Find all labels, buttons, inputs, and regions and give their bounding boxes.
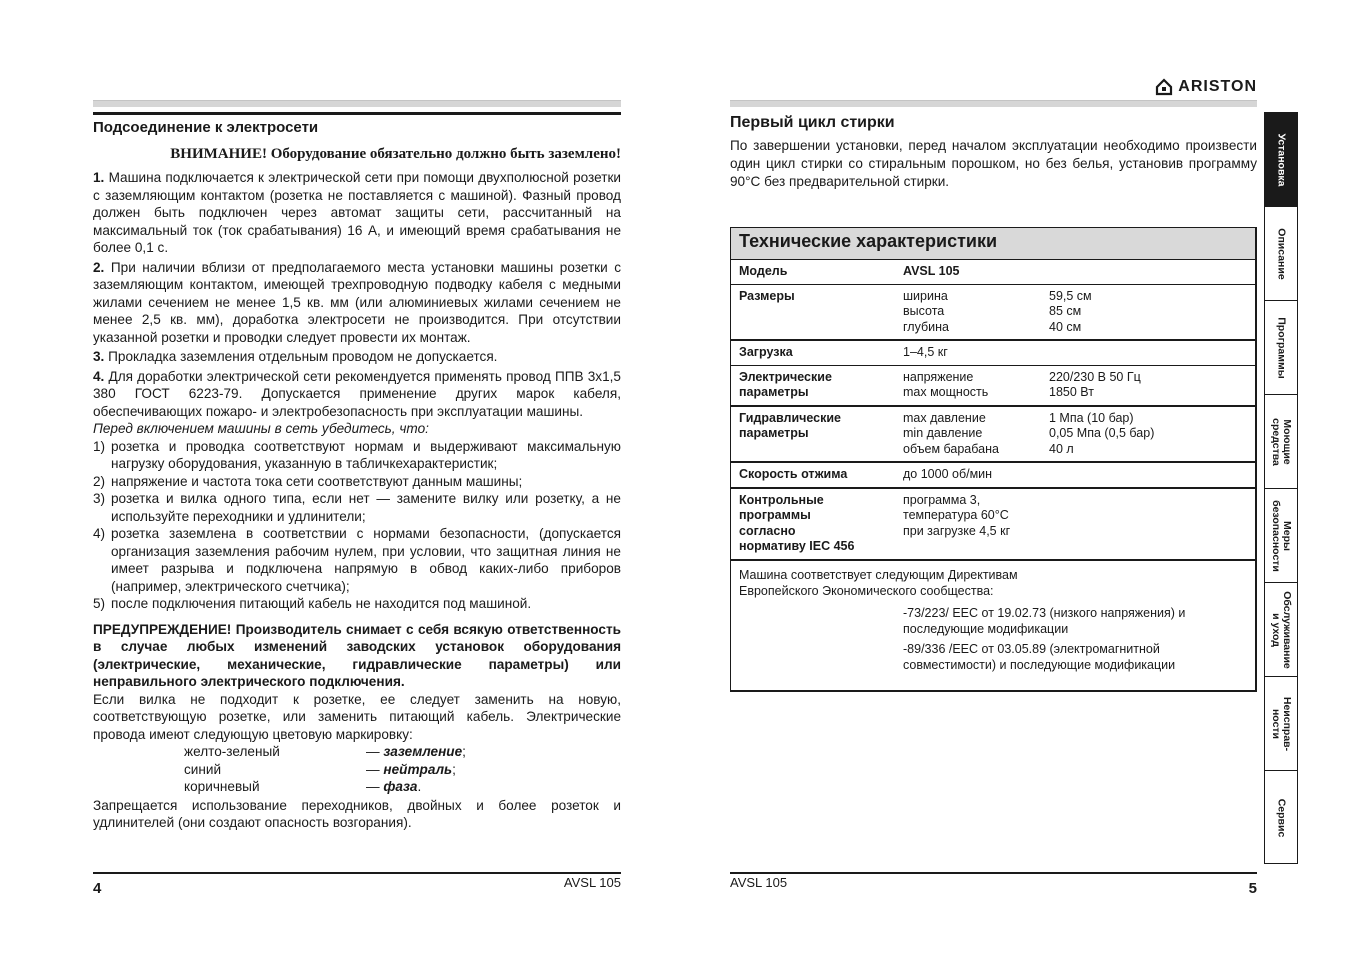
- left-page: [93, 0, 621, 954]
- spec-value: AVSL 105: [903, 264, 960, 278]
- check-number: 1): [93, 438, 106, 454]
- wire-color: коричневый: [184, 779, 260, 794]
- side-tab[interactable]: [1265, 301, 1297, 395]
- side-tab-label: Программы: [1275, 316, 1288, 379]
- spec-row: [731, 407, 1255, 464]
- spec-value-2: [1049, 345, 1247, 361]
- check-item: [93, 525, 621, 595]
- spec-key: Скорость отжима: [739, 467, 848, 481]
- wire-role: — нейтраль;: [366, 761, 456, 777]
- header-gray-bar: [93, 100, 621, 107]
- section-title: Подсоединение к электросети: [93, 119, 319, 136]
- spec-row: [731, 260, 1255, 285]
- side-tab-label: Сервис: [1275, 798, 1288, 838]
- wire-row: [93, 761, 621, 779]
- spec-value: 1–4,5 кг: [903, 345, 948, 359]
- right-page: [730, 0, 1257, 954]
- spec-value: до 1000 об/мин: [903, 467, 993, 481]
- check-text: напряжение и частота тока сети соответствуют данным машины;: [111, 473, 523, 489]
- spec-row: [731, 366, 1255, 407]
- side-tab-label: Установка: [1275, 133, 1288, 186]
- directive-item: -73/223/ EEC от 19.02.73 (низкого напряжения) и последующие модификации: [903, 605, 1186, 636]
- intro-text: По завершении установки, перед началом эксплуатации необходимо произвести один цикл стирки со стиральным порошком, но без белья, установив программу 90°С без предварительной стирки.: [730, 138, 1257, 189]
- house-icon: [1155, 78, 1173, 96]
- plug-text: Если вилка не подходит к розетке, ее следует заменить на новую, соответствующую розетке, или заменить питающий кабель. Электрические провода имеют следующую цветовую маркировку:: [93, 691, 621, 742]
- paragraph-2: 2. При наличии вблизи от предполагаемого места установки машины розетки с заземляющим контактом, имеющей трехпроводную подводку кабеля с медными жилами сечением не менее 1,5 кв. мм (или алюминиевых жилами сечением не менее 2,5 кв. мм), доработка электросети не производится. При отсутствии указанной розетки и проводки следует провести их монтаж.: [93, 259, 622, 345]
- page-number: 4: [93, 880, 102, 897]
- brand-logo: [1155, 78, 1257, 96]
- page-number: 5: [1248, 880, 1257, 897]
- check-intro: Перед включением машины в сеть убедитесь, что:: [93, 421, 429, 436]
- spec-value-2: 1 Мпа (10 бар) 0,05 Мпа (0,5 бар) 40 л: [1049, 410, 1155, 456]
- footer-rule: [730, 872, 1257, 874]
- side-tab-label: Меры безопасности: [1270, 499, 1293, 572]
- check-number: 4): [93, 526, 106, 541]
- spec-value-2: [1049, 467, 1247, 483]
- check-item: [93, 595, 621, 613]
- side-tabs: [1264, 112, 1298, 864]
- wire-role: — заземление;: [366, 744, 466, 759]
- check-text: после подключения питающий кабель не находится под машиной.: [111, 596, 532, 611]
- header-rule: [93, 112, 621, 115]
- spec-table-title: Технические характеристики: [731, 228, 1255, 260]
- wire-role: — фаза.: [366, 779, 422, 794]
- footer-model: AVSL 105: [730, 875, 788, 890]
- spec-row: [731, 285, 1255, 342]
- ground-warning: ВНИМАНИЕ! Оборудование обязательно должно быть заземлено!: [170, 146, 621, 162]
- spec-value: max давление min давление объем барабана: [903, 410, 999, 456]
- wire-color: желто-зеленый: [184, 744, 280, 759]
- side-tab[interactable]: [1265, 771, 1297, 865]
- spec-table: [730, 227, 1257, 692]
- spec-value-2: [1049, 493, 1247, 555]
- directives-intro: Машина соответствует следующим Директивам Европейского Экономического сообщества:: [739, 567, 1018, 598]
- check-number: 5): [93, 596, 106, 611]
- side-tab[interactable]: [1265, 489, 1297, 583]
- side-tab-label: Описание: [1275, 227, 1288, 280]
- paragraph-1: 1. Машина подключается к электрической сети при помощи двухполюсной розетки с заземляющим контактом (розетка не поставляется с машиной). Фазный провод должен быть подключен через автомат защиты сети, рассчитанный на максимальный ток (ток срабатывания) 16 А, и имеющий время срабатывания не более 0,1 с.: [93, 170, 621, 255]
- spec-key: Электрические параметры: [739, 369, 832, 399]
- spec-row: [731, 489, 1255, 561]
- spec-value-2: 220/230 В 50 Гц 1850 Вт: [1049, 369, 1141, 399]
- check-item: [93, 473, 621, 491]
- left-body: [93, 169, 621, 834]
- spec-row: [731, 341, 1255, 366]
- spec-value: программа 3, температура 60°С при загрузке 4,5 кг: [903, 492, 1011, 538]
- side-tab-label: Неисправ- ности: [1270, 696, 1293, 751]
- side-tab[interactable]: [1265, 207, 1297, 301]
- spec-key: Модель: [739, 264, 788, 278]
- side-tab-label: Моющие средства: [1270, 417, 1293, 466]
- check-number: 3): [93, 491, 106, 506]
- spec-value-2: 59,5 см 85 см 40 см: [1049, 288, 1092, 334]
- paragraph-4: 4. Для доработки электрической сети рекомендуется применять провод ППВ 3х1,5 380 ГОСТ 6223-79. Допускается применение других марок кабеля, обеспечивающих пожаро- и электробезопасность при эксплуатации машины.: [93, 368, 621, 419]
- forbid-text: Запрещается использование переходников, двойных и более розеток и удлинителей (они создают опасность возгорания).: [93, 797, 621, 830]
- side-tab[interactable]: [1265, 113, 1297, 207]
- spec-row: [731, 463, 1255, 489]
- wire-color: синий: [184, 761, 222, 777]
- caution-text: ПРЕДУПРЕЖДЕНИЕ! Производитель снимает с себя всякую ответственность в случае любых изменений заводских установок оборудования (электрические, механические, гидравлические параметры) или неправильного электрического подключения.: [93, 621, 621, 689]
- check-text: розетка заземлена в соответствии с нормами безопасности, (допускается организация заземления рабочим нулем, при условии, что защитная линия не имеет разрыва и подключена напрямую в обвод каких-либо приборов (например, электрического счетчика);: [111, 526, 621, 594]
- footer-model: AVSL 105: [563, 875, 621, 890]
- spec-key: Размеры: [739, 288, 795, 303]
- check-item: [93, 490, 621, 525]
- header-gray-bar: [730, 100, 1257, 107]
- side-tab[interactable]: [1265, 677, 1297, 771]
- spec-value: ширина высота глубина: [903, 288, 949, 334]
- spec-value: напряжение max мощность: [903, 369, 989, 399]
- side-tab[interactable]: [1265, 583, 1297, 677]
- directive-item: -89/336 /EEC от 03.05.89 (электромагнитной совместимости) и последующие модификации: [903, 641, 1176, 672]
- check-text: розетка и вилка одного типа, если нет — замените вилку или розетку, а не используйте переходники и удлинители;: [111, 491, 621, 524]
- footer-rule: [93, 872, 621, 874]
- wire-color-list: [93, 743, 621, 796]
- spec-key: Загрузка: [739, 345, 793, 359]
- spec-value-2: [1049, 264, 1247, 280]
- side-tab-label: Обслуживание и уход: [1270, 590, 1293, 669]
- check-text: розетка и проводка соответствуют нормам и выдерживают максимальную нагрузку оборудования, указанную в табличкехарактеристик;: [111, 438, 621, 471]
- wire-row: [93, 778, 621, 796]
- directives-block: [731, 561, 1255, 690]
- check-item: [93, 438, 621, 473]
- spec-key: Гидравлические параметры: [739, 410, 842, 440]
- side-tab[interactable]: [1265, 395, 1297, 489]
- brand-name: ARISTON: [1178, 78, 1257, 95]
- spec-key: Контрольные программы согласно нормативу IEC 456: [739, 492, 855, 553]
- paragraph-3: 3. Прокладка заземления отдельным проводом не допускается.: [93, 349, 498, 364]
- wire-row: [93, 743, 621, 761]
- check-list: [93, 438, 621, 613]
- check-number: 2): [93, 473, 106, 489]
- section-title: Первый цикл стирки: [730, 114, 895, 131]
